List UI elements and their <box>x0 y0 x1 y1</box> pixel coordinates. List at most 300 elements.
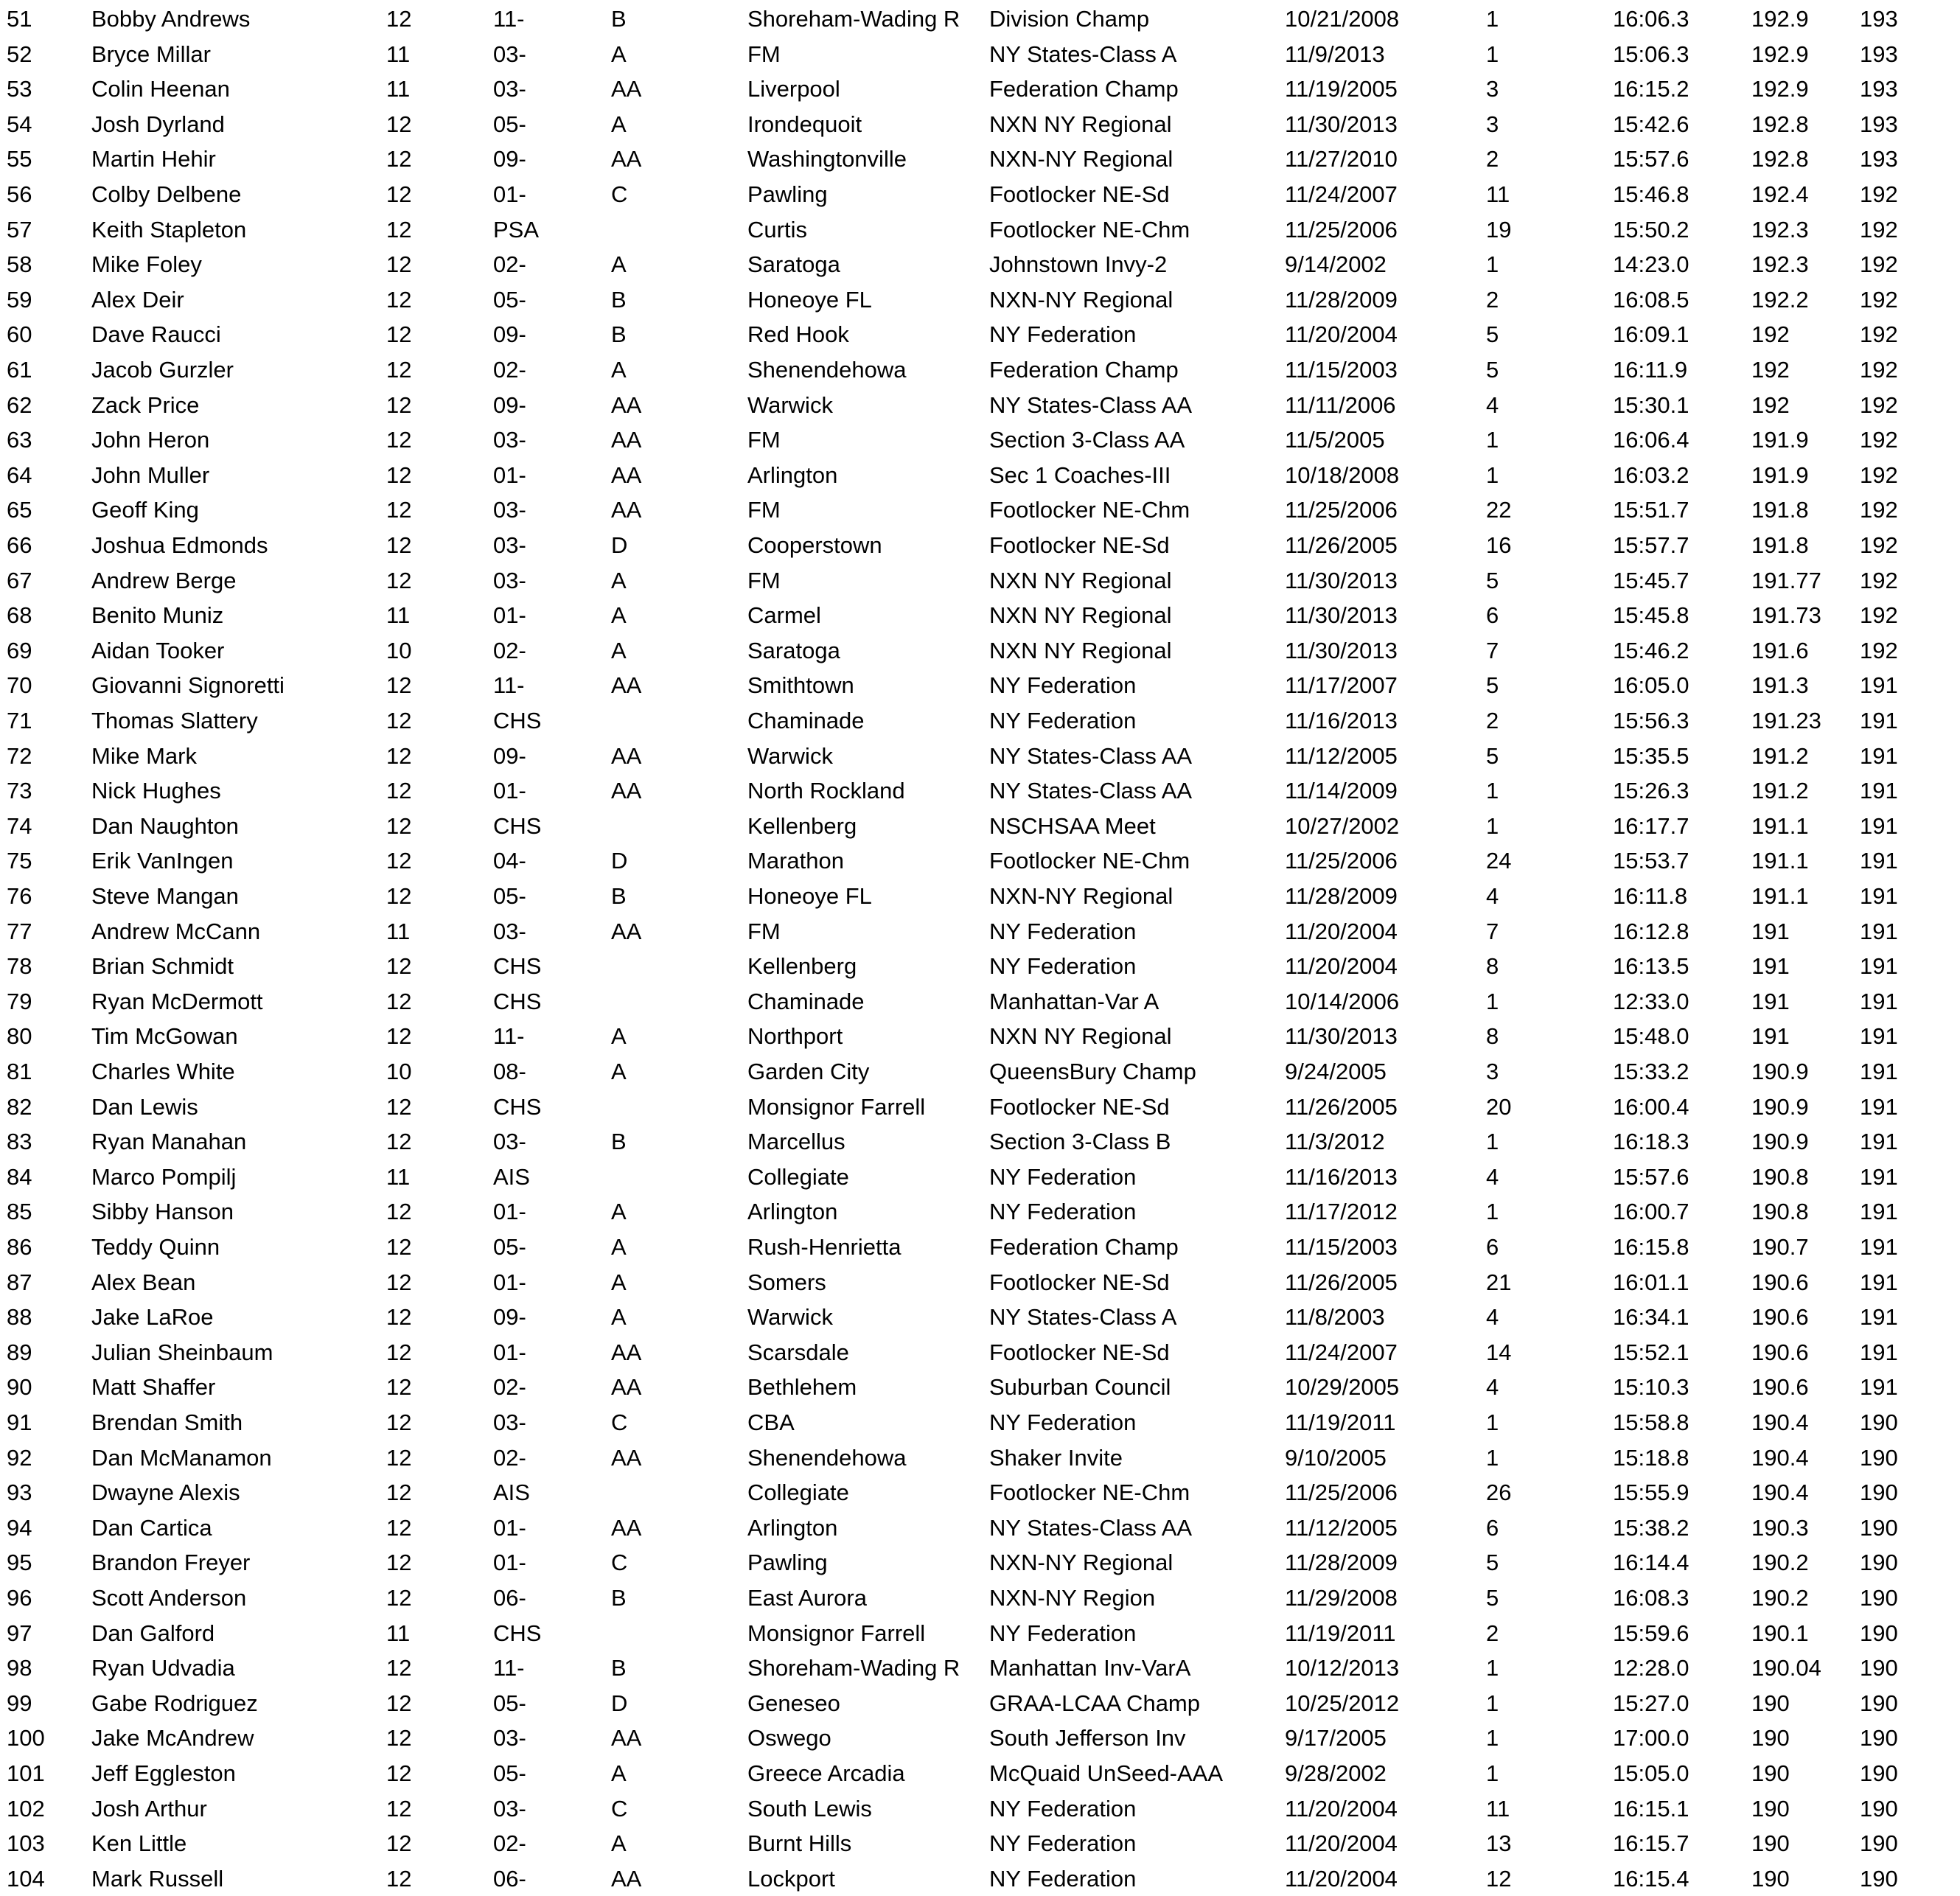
grade-cell: 12 <box>386 742 412 769</box>
school-cell: Monsignor Farrell <box>747 1620 926 1646</box>
place-cell: 4 <box>1486 1304 1499 1331</box>
section-code-cell: 09- <box>493 391 526 418</box>
section-code-cell: CHS <box>493 1093 542 1120</box>
table-row <box>0 1580 1960 1616</box>
place-cell: 2 <box>1486 1620 1499 1646</box>
rounded-rating-cell: 191 <box>1860 1129 1898 1155</box>
rating-cell: 190.8 <box>1751 1163 1809 1190</box>
school-cell: South Lewis <box>747 1795 872 1822</box>
meet-cell: Section 3-Class B <box>989 1129 1171 1155</box>
rating-cell: 190.4 <box>1751 1409 1809 1435</box>
rating-cell: 191.2 <box>1751 778 1809 804</box>
table-row <box>0 492 1960 528</box>
table-row <box>0 352 1960 388</box>
class-cell: B <box>611 321 627 348</box>
rating-cell: 190 <box>1751 1795 1790 1822</box>
rank-cell: 51 <box>7 6 32 32</box>
athlete-name-cell: Mike Foley <box>91 251 202 278</box>
time-cell: 16:06.3 <box>1613 6 1689 32</box>
class-cell: A <box>611 1059 627 1084</box>
table-row <box>0 1651 1960 1686</box>
grade-cell: 12 <box>386 1129 412 1155</box>
place-cell: 11 <box>1486 1795 1510 1822</box>
rating-cell: 191 <box>1751 1023 1790 1050</box>
rank-cell: 69 <box>7 637 32 663</box>
rank-cell: 88 <box>7 1304 32 1331</box>
grade-cell: 12 <box>386 321 412 348</box>
date-cell: 9/17/2005 <box>1285 1725 1387 1752</box>
section-code-cell: AIS <box>493 1163 530 1190</box>
table-row <box>0 1124 1960 1160</box>
rank-cell: 71 <box>7 708 32 733</box>
rating-cell: 192.9 <box>1751 41 1809 67</box>
class-cell: AA <box>611 1374 642 1401</box>
date-cell: 11/15/2003 <box>1285 1234 1398 1260</box>
rating-cell: 191.73 <box>1751 602 1821 629</box>
class-cell: A <box>611 1199 627 1225</box>
school-cell: FM <box>747 567 781 593</box>
date-cell: 11/25/2006 <box>1285 1479 1398 1506</box>
rank-cell: 103 <box>7 1830 45 1857</box>
school-cell: Collegiate <box>747 1163 849 1190</box>
date-cell: 11/15/2003 <box>1285 357 1398 383</box>
place-cell: 20 <box>1486 1093 1512 1120</box>
athlete-name-cell: Bobby Andrews <box>91 6 251 32</box>
athlete-name-cell: Alex Bean <box>91 1269 196 1295</box>
place-cell: 1 <box>1486 1129 1499 1155</box>
rating-cell: 192 <box>1751 357 1790 383</box>
athlete-name-cell: Brendan Smith <box>91 1409 243 1435</box>
rank-cell: 86 <box>7 1234 32 1260</box>
class-cell: AA <box>611 497 642 523</box>
athlete-name-cell: Steve Mangan <box>91 883 239 909</box>
date-cell: 11/19/2005 <box>1285 76 1398 102</box>
school-cell: Saratoga <box>747 251 840 278</box>
class-cell: AA <box>611 391 642 418</box>
school-cell: Cooperstown <box>747 532 882 558</box>
class-cell: AA <box>611 1339 642 1365</box>
rounded-rating-cell: 192 <box>1860 181 1898 207</box>
rating-cell: 191.8 <box>1751 497 1809 523</box>
athlete-name-cell: Ryan Udvadia <box>91 1655 235 1681</box>
table-row <box>0 773 1960 809</box>
date-cell: 10/29/2005 <box>1285 1374 1400 1401</box>
meet-cell: NY Federation <box>989 918 1137 944</box>
table-row <box>0 1826 1960 1861</box>
time-cell: 16:17.7 <box>1613 812 1689 839</box>
grade-cell: 12 <box>386 286 412 313</box>
table-row <box>0 422 1960 458</box>
rating-cell: 191.77 <box>1751 567 1821 593</box>
section-code-cell: 01- <box>493 1269 526 1295</box>
class-cell: A <box>611 1304 627 1331</box>
date-cell: 11/26/2005 <box>1285 532 1398 558</box>
rank-cell: 98 <box>7 1655 32 1681</box>
place-cell: 1 <box>1486 1760 1499 1786</box>
place-cell: 1 <box>1486 251 1499 278</box>
meet-cell: NXN-NY Regional <box>989 146 1173 172</box>
athlete-name-cell: Erik VanIngen <box>91 848 234 874</box>
date-cell: 11/28/2009 <box>1285 1550 1398 1576</box>
table-row <box>0 317 1960 352</box>
section-code-cell: 08- <box>493 1059 526 1084</box>
section-code-cell: AIS <box>493 1479 530 1506</box>
school-cell: Washingtonville <box>747 146 907 172</box>
rounded-rating-cell: 191 <box>1860 918 1898 944</box>
class-cell <box>611 212 729 248</box>
time-cell: 15:46.8 <box>1613 181 1689 207</box>
rank-cell: 61 <box>7 357 32 383</box>
grade-cell: 12 <box>386 1374 412 1401</box>
section-code-cell: 05- <box>493 1234 526 1260</box>
time-cell: 15:45.8 <box>1613 602 1689 629</box>
rounded-rating-cell: 192 <box>1860 391 1898 418</box>
school-cell: Smithtown <box>747 672 854 699</box>
athlete-name-cell: Giovanni Signoretti <box>91 672 285 699</box>
section-code-cell: 01- <box>493 778 526 804</box>
athlete-name-cell: Scott Anderson <box>91 1585 247 1611</box>
class-cell <box>611 984 729 1020</box>
class-cell <box>611 809 729 844</box>
rank-cell: 99 <box>7 1690 32 1716</box>
date-cell: 11/26/2005 <box>1285 1093 1398 1120</box>
date-cell: 11/8/2003 <box>1285 1304 1385 1331</box>
school-cell: Carmel <box>747 602 821 629</box>
meet-cell: Footlocker NE-Chm <box>989 1479 1190 1506</box>
rounded-rating-cell: 192 <box>1860 497 1898 523</box>
time-cell: 16:11.9 <box>1613 357 1688 383</box>
meet-cell: Shaker Invite <box>989 1444 1123 1471</box>
class-cell: C <box>611 1795 628 1822</box>
place-cell: 5 <box>1486 567 1499 593</box>
table-row <box>0 1721 1960 1756</box>
section-code-cell: 01- <box>493 1514 526 1541</box>
rating-cell: 190 <box>1751 1725 1790 1752</box>
class-cell: C <box>611 1409 628 1435</box>
athlete-name-cell: Dan Lewis <box>91 1093 198 1120</box>
class-cell: D <box>611 1690 628 1716</box>
rank-cell: 80 <box>7 1023 32 1050</box>
section-code-cell: 09- <box>493 742 526 769</box>
athlete-name-cell: Dan Naughton <box>91 812 239 839</box>
rating-cell: 191.23 <box>1751 708 1821 733</box>
table-row <box>0 1756 1960 1791</box>
date-cell: 11/3/2012 <box>1285 1129 1385 1155</box>
meet-cell: Federation Champ <box>989 1234 1179 1260</box>
grade-cell: 12 <box>386 1479 412 1506</box>
school-cell: Saratoga <box>747 637 840 663</box>
rank-cell: 58 <box>7 251 32 278</box>
grade-cell: 12 <box>386 988 412 1014</box>
school-cell: Warwick <box>747 391 833 418</box>
athlete-name-cell: Brian Schmidt <box>91 953 234 980</box>
section-code-cell: 05- <box>493 1760 526 1786</box>
date-cell: 11/30/2013 <box>1285 567 1398 593</box>
meet-cell: Footlocker NE-Sd <box>989 532 1170 558</box>
rank-cell: 102 <box>7 1795 45 1822</box>
meet-cell: NY States-Class AA <box>989 778 1193 804</box>
place-cell: 21 <box>1486 1269 1512 1295</box>
rounded-rating-cell: 190 <box>1860 1479 1898 1506</box>
place-cell: 1 <box>1486 1199 1499 1225</box>
section-code-cell: 03- <box>493 567 526 593</box>
athlete-name-cell: Jake McAndrew <box>91 1725 254 1752</box>
rating-cell: 191.6 <box>1751 637 1809 663</box>
rounded-rating-cell: 191 <box>1860 1339 1898 1365</box>
rank-cell: 73 <box>7 778 32 804</box>
rating-cell: 190.4 <box>1751 1444 1809 1471</box>
time-cell: 16:11.8 <box>1613 883 1688 909</box>
grade-cell: 12 <box>386 1093 412 1120</box>
place-cell: 14 <box>1486 1339 1512 1365</box>
school-cell: Bethlehem <box>747 1374 857 1401</box>
meet-cell: NY Federation <box>989 1795 1137 1822</box>
place-cell: 5 <box>1486 357 1499 383</box>
time-cell: 15:52.1 <box>1613 1339 1689 1365</box>
rounded-rating-cell: 190 <box>1860 1795 1898 1822</box>
section-code-cell: PSA <box>493 216 540 243</box>
date-cell: 11/24/2007 <box>1285 181 1398 207</box>
grade-cell: 12 <box>386 953 412 980</box>
rounded-rating-cell: 192 <box>1860 532 1898 558</box>
section-code-cell: 02- <box>493 637 526 663</box>
meet-cell: NY Federation <box>989 672 1137 699</box>
table-row <box>0 1475 1960 1510</box>
place-cell: 1 <box>1486 1409 1499 1435</box>
date-cell: 11/25/2006 <box>1285 216 1398 243</box>
rank-cell: 57 <box>7 216 32 243</box>
rating-cell: 191.3 <box>1751 672 1809 699</box>
rounded-rating-cell: 191 <box>1860 742 1898 769</box>
school-cell: Curtis <box>747 216 807 243</box>
meet-cell: NXN NY Regional <box>989 111 1172 137</box>
section-code-cell: 11- <box>493 1023 525 1050</box>
grade-cell: 12 <box>386 1830 412 1857</box>
athlete-name-cell: Teddy Quinn <box>91 1234 220 1260</box>
place-cell: 6 <box>1486 602 1499 629</box>
class-cell: A <box>611 567 627 593</box>
athlete-name-cell: Jacob Gurzler <box>91 357 234 383</box>
athlete-name-cell: Sibby Hanson <box>91 1199 234 1225</box>
athlete-name-cell: Ken Little <box>91 1830 187 1857</box>
date-cell: 11/16/2013 <box>1285 708 1398 733</box>
section-code-cell: 03- <box>493 918 526 944</box>
school-cell: FM <box>747 497 781 523</box>
time-cell: 15:59.6 <box>1613 1620 1689 1646</box>
rank-cell: 85 <box>7 1199 32 1225</box>
time-cell: 15:06.3 <box>1613 41 1689 67</box>
class-cell <box>611 949 729 984</box>
place-cell: 1 <box>1486 778 1499 804</box>
grade-cell: 12 <box>386 1865 412 1892</box>
school-cell: East Aurora <box>747 1585 867 1611</box>
athlete-name-cell: Alex Deir <box>91 286 184 313</box>
rank-cell: 74 <box>7 812 32 839</box>
date-cell: 11/9/2013 <box>1285 41 1385 67</box>
table-row <box>0 282 1960 318</box>
date-cell: 11/16/2013 <box>1285 1163 1398 1190</box>
rank-cell: 62 <box>7 391 32 418</box>
time-cell: 15:57.6 <box>1613 1163 1689 1190</box>
time-cell: 15:58.8 <box>1613 1409 1689 1435</box>
rating-cell: 190.9 <box>1751 1093 1809 1120</box>
rounded-rating-cell: 191 <box>1860 778 1898 804</box>
meet-cell: NY States-Class AA <box>989 742 1193 769</box>
class-cell: D <box>611 848 628 874</box>
athlete-name-cell: Jake LaRoe <box>91 1304 214 1331</box>
place-cell: 12 <box>1486 1865 1512 1892</box>
meet-cell: Footlocker NE-Chm <box>989 848 1190 874</box>
rank-cell: 97 <box>7 1620 32 1646</box>
rank-cell: 75 <box>7 848 32 874</box>
time-cell: 16:34.1 <box>1613 1304 1689 1331</box>
school-cell: Shoreham-Wading R <box>747 1655 960 1681</box>
date-cell: 11/28/2009 <box>1285 883 1398 909</box>
rounded-rating-cell: 190 <box>1860 1514 1898 1541</box>
date-cell: 11/11/2006 <box>1285 391 1396 418</box>
rounded-rating-cell: 191 <box>1860 812 1898 839</box>
place-cell: 24 <box>1486 848 1512 874</box>
class-cell <box>611 1160 729 1195</box>
place-cell: 1 <box>1486 6 1499 32</box>
meet-cell: Federation Champ <box>989 76 1179 102</box>
place-cell: 5 <box>1486 1585 1499 1611</box>
rating-cell: 190 <box>1751 1830 1790 1857</box>
class-cell: AA <box>611 427 642 453</box>
meet-cell: NXN-NY Regional <box>989 1550 1173 1576</box>
date-cell: 11/20/2004 <box>1285 953 1398 980</box>
rating-cell: 191 <box>1751 988 1790 1014</box>
rank-cell: 84 <box>7 1163 32 1190</box>
rounded-rating-cell: 191 <box>1860 1059 1898 1084</box>
rank-cell: 78 <box>7 953 32 980</box>
time-cell: 16:15.1 <box>1613 1795 1689 1822</box>
date-cell: 11/25/2006 <box>1285 848 1398 874</box>
meet-cell: Section 3-Class AA <box>989 427 1185 453</box>
table-row <box>0 843 1960 879</box>
place-cell: 4 <box>1486 391 1499 418</box>
time-cell: 16:08.3 <box>1613 1585 1689 1611</box>
time-cell: 15:18.8 <box>1613 1444 1689 1471</box>
grade-cell: 12 <box>386 1725 412 1752</box>
table-row <box>0 914 1960 949</box>
grade-cell: 12 <box>386 1409 412 1435</box>
table-row <box>0 1405 1960 1440</box>
class-cell: AA <box>611 76 642 102</box>
athlete-name-cell: Martin Hehir <box>91 146 216 172</box>
class-cell: AA <box>611 778 642 804</box>
time-cell: 16:18.3 <box>1613 1129 1689 1155</box>
rounded-rating-cell: 191 <box>1860 708 1898 733</box>
rank-cell: 94 <box>7 1514 32 1541</box>
class-cell: AA <box>611 742 642 769</box>
grade-cell: 11 <box>386 602 411 629</box>
section-code-cell: 03- <box>493 497 526 523</box>
time-cell: 15:35.5 <box>1613 742 1689 769</box>
grade-cell: 11 <box>386 918 411 944</box>
time-cell: 14:23.0 <box>1613 251 1689 278</box>
grade-cell: 12 <box>386 1023 412 1050</box>
school-cell: Arlington <box>747 1514 838 1541</box>
table-row <box>0 528 1960 563</box>
school-cell: Oswego <box>747 1725 831 1752</box>
section-code-cell: 05- <box>493 286 526 313</box>
meet-cell: Sec 1 Coaches-III <box>989 461 1171 488</box>
section-code-cell: 09- <box>493 1304 526 1331</box>
school-cell: FM <box>747 918 781 944</box>
grade-cell: 12 <box>386 1304 412 1331</box>
class-cell: AA <box>611 672 642 699</box>
school-cell: Warwick <box>747 1304 833 1331</box>
table-row <box>0 879 1960 914</box>
time-cell: 16:15.7 <box>1613 1830 1689 1857</box>
athlete-name-cell: Aidan Tooker <box>91 637 225 663</box>
school-cell: Geneseo <box>747 1690 840 1716</box>
school-cell: Kellenberg <box>747 953 857 980</box>
table-row <box>0 72 1960 107</box>
rank-cell: 83 <box>7 1129 32 1155</box>
meet-cell: NXN NY Regional <box>989 1023 1172 1050</box>
table-row <box>0 1370 1960 1405</box>
rating-cell: 190.4 <box>1751 1479 1809 1506</box>
rank-cell: 100 <box>7 1725 45 1752</box>
grade-cell: 12 <box>386 1795 412 1822</box>
section-code-cell: 02- <box>493 1444 526 1471</box>
rounded-rating-cell: 191 <box>1860 848 1898 874</box>
meet-cell: NY Federation <box>989 1620 1137 1646</box>
rank-cell: 79 <box>7 988 32 1014</box>
rank-cell: 92 <box>7 1444 32 1471</box>
table-row <box>0 1300 1960 1335</box>
rank-cell: 55 <box>7 146 32 172</box>
rank-cell: 93 <box>7 1479 32 1506</box>
time-cell: 16:15.4 <box>1613 1865 1689 1892</box>
rank-cell: 87 <box>7 1269 32 1295</box>
school-cell: Honeoye FL <box>747 286 872 313</box>
date-cell: 10/14/2006 <box>1285 988 1400 1014</box>
rating-cell: 190.6 <box>1751 1304 1809 1331</box>
meet-cell: NY States-Class AA <box>989 391 1193 418</box>
grade-cell: 10 <box>386 1059 412 1084</box>
rounded-rating-cell: 191 <box>1860 1199 1898 1225</box>
meet-cell: Footlocker NE-Sd <box>989 1269 1170 1295</box>
grade-cell: 12 <box>386 848 412 874</box>
section-code-cell: 09- <box>493 321 526 348</box>
class-cell <box>611 1616 729 1651</box>
section-code-cell: 03- <box>493 1409 526 1435</box>
rounded-rating-cell: 191 <box>1860 672 1898 699</box>
time-cell: 17:00.0 <box>1613 1725 1689 1752</box>
place-cell: 2 <box>1486 286 1499 313</box>
athlete-name-cell: Benito Muniz <box>91 602 224 629</box>
school-cell: Somers <box>747 1269 826 1295</box>
place-cell: 2 <box>1486 146 1499 172</box>
date-cell: 10/21/2008 <box>1285 6 1400 32</box>
rating-cell: 190.2 <box>1751 1585 1809 1611</box>
date-cell: 11/29/2008 <box>1285 1585 1398 1611</box>
rating-cell: 191.1 <box>1751 848 1809 874</box>
table-row <box>0 388 1960 423</box>
rounded-rating-cell: 190 <box>1860 1620 1898 1646</box>
section-code-cell: 03- <box>493 76 526 102</box>
section-code-cell: CHS <box>493 812 542 839</box>
time-cell: 16:06.4 <box>1613 427 1689 453</box>
rating-cell: 191.8 <box>1751 532 1809 558</box>
grade-cell: 12 <box>386 1514 412 1541</box>
time-cell: 16:03.2 <box>1613 461 1689 488</box>
rounded-rating-cell: 190 <box>1860 1865 1898 1892</box>
rating-cell: 191.9 <box>1751 427 1809 453</box>
